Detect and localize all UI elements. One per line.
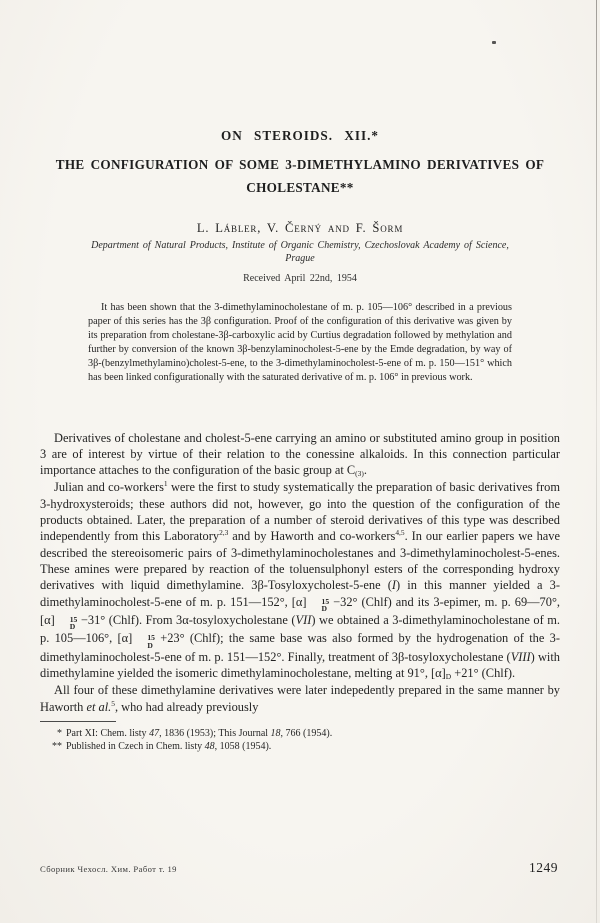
article-title: THE CONFIGURATION OF SOME 3-DIMETHYLAMINO DERIVATIVES OF CHOLESTANE** [55,157,545,195]
abstract-text: It has been shown that the 3-dimethylaminocholestane of m. p. 105—106° described in a previous paper of this series has the 3β configuration. Proof of the configuration of this derivative was given by its preparation from cholestane-3β-carboxylic acid by Curtius degradation followed by methylation and further by conversion of the known 3β-benzylaminocholest-5-ene by the Emde degradation, by way of 3β-(benzylmethylamino)cholest-5-ene, to the 3-dimethylaminocholest-5-ene of m. p. 150—151° which has been linked configurationally with the saturated derivative of m. p. 106° in previous work. [88,302,512,384]
article-header [0,128,600,285]
paragraph-3: All four of these dimethylamine derivatives were later indepedently prepared in the same manner by Haworth et al.$^5$, who had already previously [40,683,560,714]
affiliation-line1: Department of Natural Products, Institute of Organic Chemistry, Czechoslovak Academy of Science, [91,240,509,251]
page-number: 1249 [529,860,558,875]
abstract-block [88,301,512,386]
footnote-marker: * [57,727,62,739]
footnote-item [40,727,560,740]
received-date: Received April 22nd, 1954 [243,273,357,284]
footnote-item [40,740,560,753]
paragraph-1: Derivatives of cholestane and cholest-5-ene carrying an amino or substituted amino group in position 3 are of interest by virtue of their relation to the conessine alkaloids. In this connection particular importance attaches to the configuration of the basic group at $C_{(3)}$. [40,430,560,479]
footnote-marker: ** [52,741,62,753]
footnote-text: Published in Czech in Chem. listy 48, 1058 (1954). [66,741,272,753]
affiliation-line2: Prague [285,252,315,264]
ink-speck [492,41,496,44]
paragraph-2: Julian and co-workers$^1$ were the first to study systematically the preparation of basic derivatives from 3-hydroxysteroids; these authors did not, however, go into the question of the configuration of the products obtained. Later, the preparation of a number of steroid derivatives of this type was described independently from this Laboratory$^{2,3}$ and by Haworth and co-workers$^{4,5}$. In our earlier papers we have described the stereoisomeric pairs of 3-dimethylaminocholestanes and 3-dimethylaminocholest-5-enes. These amines were prepared by reaction of the toluensulphonyl esters of the corresponding hydroxy derivatives with liquid dimethylamine. 3β-Tosyloxycholest-5-ene (I) in this manner yielded a 3-dimethylaminocholest-5-ene of m. p. 151—152°, [α] 15 D −32° (Chlf) and its 3-epimer, m. p. 69—70°, [α] 15 D −31° (Chlf). From 3α-tosyloxycholestane (VII) we obtained a 3-dimethylaminocholestane of m. p. 105—106°, [α] 15 D +23° (Chlf); the same base was also formed by the hydrogenation of the 3-dimethylaminocholest-5-ene of m. p. 151—152°. Finally, treatment of 3β-tosyloxycholestane (VIII) with dimethylamine yielded the isomeric dimethylaminocholestane, melting at 91°, $[\alpha]_D +21^\circ$ (Chlf). [40,479,561,681]
article-series-title: ON STEROIDS. XII.* [220,128,380,143]
footnote-separator [40,721,116,722]
journal-volume-info: Сборник Чехосл. Хим. Работ т. 19 [40,864,177,874]
footnotes-block [40,727,560,754]
article-body [40,430,560,715]
authors-line: L. Lábler, V. Černý and F. Šorm [196,221,404,235]
page-footer [40,860,558,876]
footnote-text: Part XI: Chem. listy 47, 1836 (1953); This Journal 18, 766 (1954). [66,727,333,739]
